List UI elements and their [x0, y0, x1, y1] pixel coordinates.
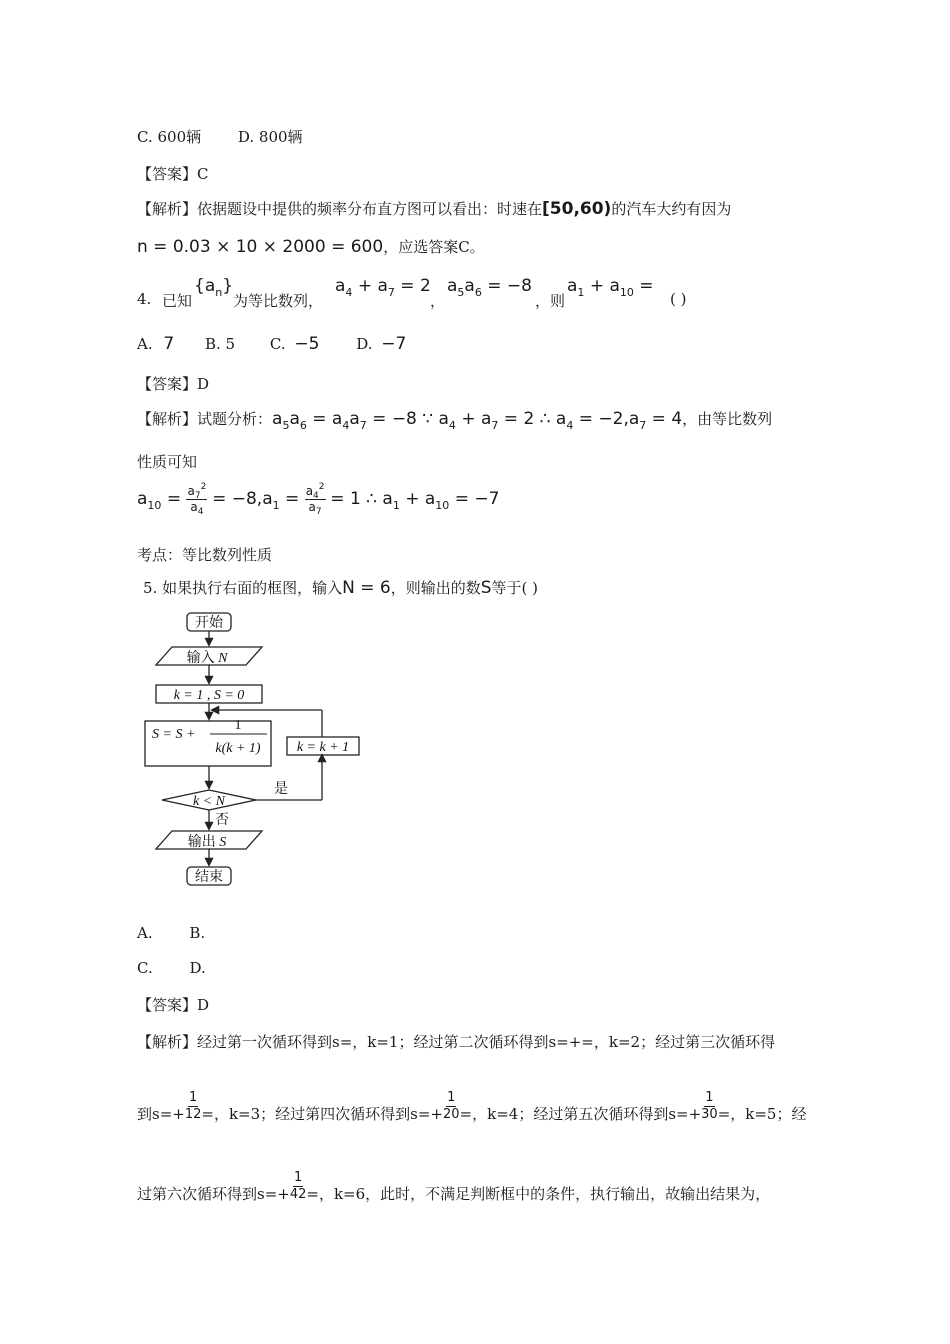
flow-cond-label: k < N [193, 794, 225, 809]
q4-known: 已知 [162, 292, 193, 310]
flow-proc-lhs: S = S + [152, 727, 196, 742]
exp-text-c: =，k=4；经过第五次循环得到s=+ [459, 1105, 702, 1124]
question-5 [143, 577, 538, 598]
option-d: D. [189, 959, 206, 977]
q5-options-cd [137, 959, 206, 977]
q4-condition-1: $a_4 + a_7 = 2$ [335, 276, 431, 299]
option-b: B. 5 [205, 335, 236, 353]
flow-init-label: k = 1 , S = 0 [173, 688, 245, 703]
interval: [50,60) [542, 199, 612, 219]
formula-n: n = 0.03 × 10 × 2000 = 600 [137, 237, 384, 257]
q4-comma: ， [430, 292, 446, 310]
explanation-head: 【解析】试题分析： [137, 410, 273, 428]
q5-options-ab [137, 924, 205, 942]
option-b: B. [189, 924, 206, 942]
answer-q3: 【答案】C [137, 165, 209, 183]
flow-inc-label: k = k + 1 [296, 740, 350, 755]
flow-start-label: 开始 [195, 616, 223, 631]
options-cd-q3 [137, 126, 303, 147]
option-d: D. 800辆 [237, 128, 303, 146]
exp-text-a: 过第六次循环得到s=+ [137, 1185, 290, 1204]
formula-tail: ，应选答案C。 [383, 238, 485, 256]
explanation-tail: ，由等比数列 [682, 410, 773, 428]
q5-text: 5. 如果执行右面的框图，输入 [143, 579, 343, 597]
option-a: A. [137, 924, 153, 942]
flowchart [140, 605, 370, 895]
explanation-q3 [137, 198, 731, 219]
exp-text-b: =，k=3；经过第四次循环得到s=+ [201, 1105, 443, 1124]
fraction-1-42: $\frac{1}{42}$ [289, 1170, 307, 1202]
explanation-q5-line2 [137, 1090, 806, 1130]
q4-then: ，则 [535, 292, 566, 310]
q4-sequence: $\{a_n\}$ [194, 276, 234, 299]
fraction-a4sq-over-a7: $\frac{a_4^2}{a_7}$ [305, 482, 325, 518]
exp-text-b: =，k=6，此时，不满足判断框中的条件，执行输出，故输出结果为， [306, 1185, 771, 1204]
exp-text-a: 到s=+ [137, 1105, 185, 1124]
q4-number: 4. [137, 290, 152, 308]
exp-text-d: =，k=5；经 [717, 1105, 807, 1124]
q5-s: S [480, 578, 492, 598]
fraction-a7sq-over-a4: $\frac{a_7^2}{a_4}$ [187, 482, 207, 518]
fraction-1-20: $\frac{1}{20}$ [443, 1090, 460, 1122]
formula-end: = 1 ∴ $a_1 + a_{10} = -7$ [330, 488, 500, 512]
answer-q5: 【答案】D [137, 996, 210, 1014]
flow-output-label: 输出 S [187, 835, 227, 850]
option-d-label: D. [356, 335, 373, 353]
explanation-text-cont: 的汽车大约有因为 [611, 200, 732, 218]
q5-n: N = 6 [342, 578, 391, 598]
explanation-q5-line1: 【解析】经过第一次循环得到s=，k=1；经过第二次循环得到s=+=，k=2；经过第三次循环得 [137, 1033, 776, 1051]
option-a-value: 7 [163, 334, 175, 354]
explanation-q4-formula [137, 484, 499, 516]
fraction-1-12: $\frac{1}{12}$ [184, 1090, 202, 1122]
explanation-q4 [137, 408, 773, 432]
option-c: C. [137, 959, 153, 977]
answer-q4: 【答案】D [137, 375, 210, 393]
flow-end-label: 结束 [195, 870, 223, 885]
explanation-text: 【解析】依据题设中提供的频率分布直方图可以看出：时速在 [137, 200, 543, 218]
option-c-value: −5 [294, 334, 320, 354]
flow-proc-num: 1 [234, 718, 242, 733]
q4-options [137, 334, 406, 354]
option-c-label: C. [269, 335, 286, 353]
q5-paren: 等于( ) [491, 579, 538, 597]
explanation-q4-line2: 性质可知 [137, 453, 198, 471]
formula-a10: $a_{10}$ = [137, 488, 187, 512]
formula-mid: = $-8,a_1$ = [212, 488, 305, 512]
q4-desc: 为等比数列， [233, 292, 324, 310]
q4-paren: ( ) [670, 290, 687, 308]
option-c: C. 600辆 [137, 128, 202, 146]
explanation-q3-formula [137, 236, 485, 257]
flow-yes-label: 是 [274, 782, 288, 797]
explanation-formula: $a_5a_6 = a_4a_7 = -8$ ∵ $a_4 + a_7 = 2$ ∴ $a_4 = -2,a_7 = 4$ [272, 409, 683, 432]
option-d-value: −7 [381, 334, 407, 354]
flow-input-label: 输入 N [186, 651, 228, 666]
explanation-q5-line3 [137, 1170, 770, 1210]
q4-condition-2: $a_5a_6 = -8$ [447, 276, 532, 299]
flow-proc-den: k(k + 1) [215, 741, 261, 756]
option-a-label: A. [137, 335, 153, 353]
fraction-1-30: $\frac{1}{30}$ [701, 1090, 718, 1122]
q5-text-cont: ，则输出的数 [390, 579, 481, 597]
flow-no-label: 否 [215, 813, 229, 828]
q4-target: $a_1 + a_{10}$ = [567, 276, 654, 299]
key-point-q4: 考点：等比数列性质 [137, 546, 273, 564]
